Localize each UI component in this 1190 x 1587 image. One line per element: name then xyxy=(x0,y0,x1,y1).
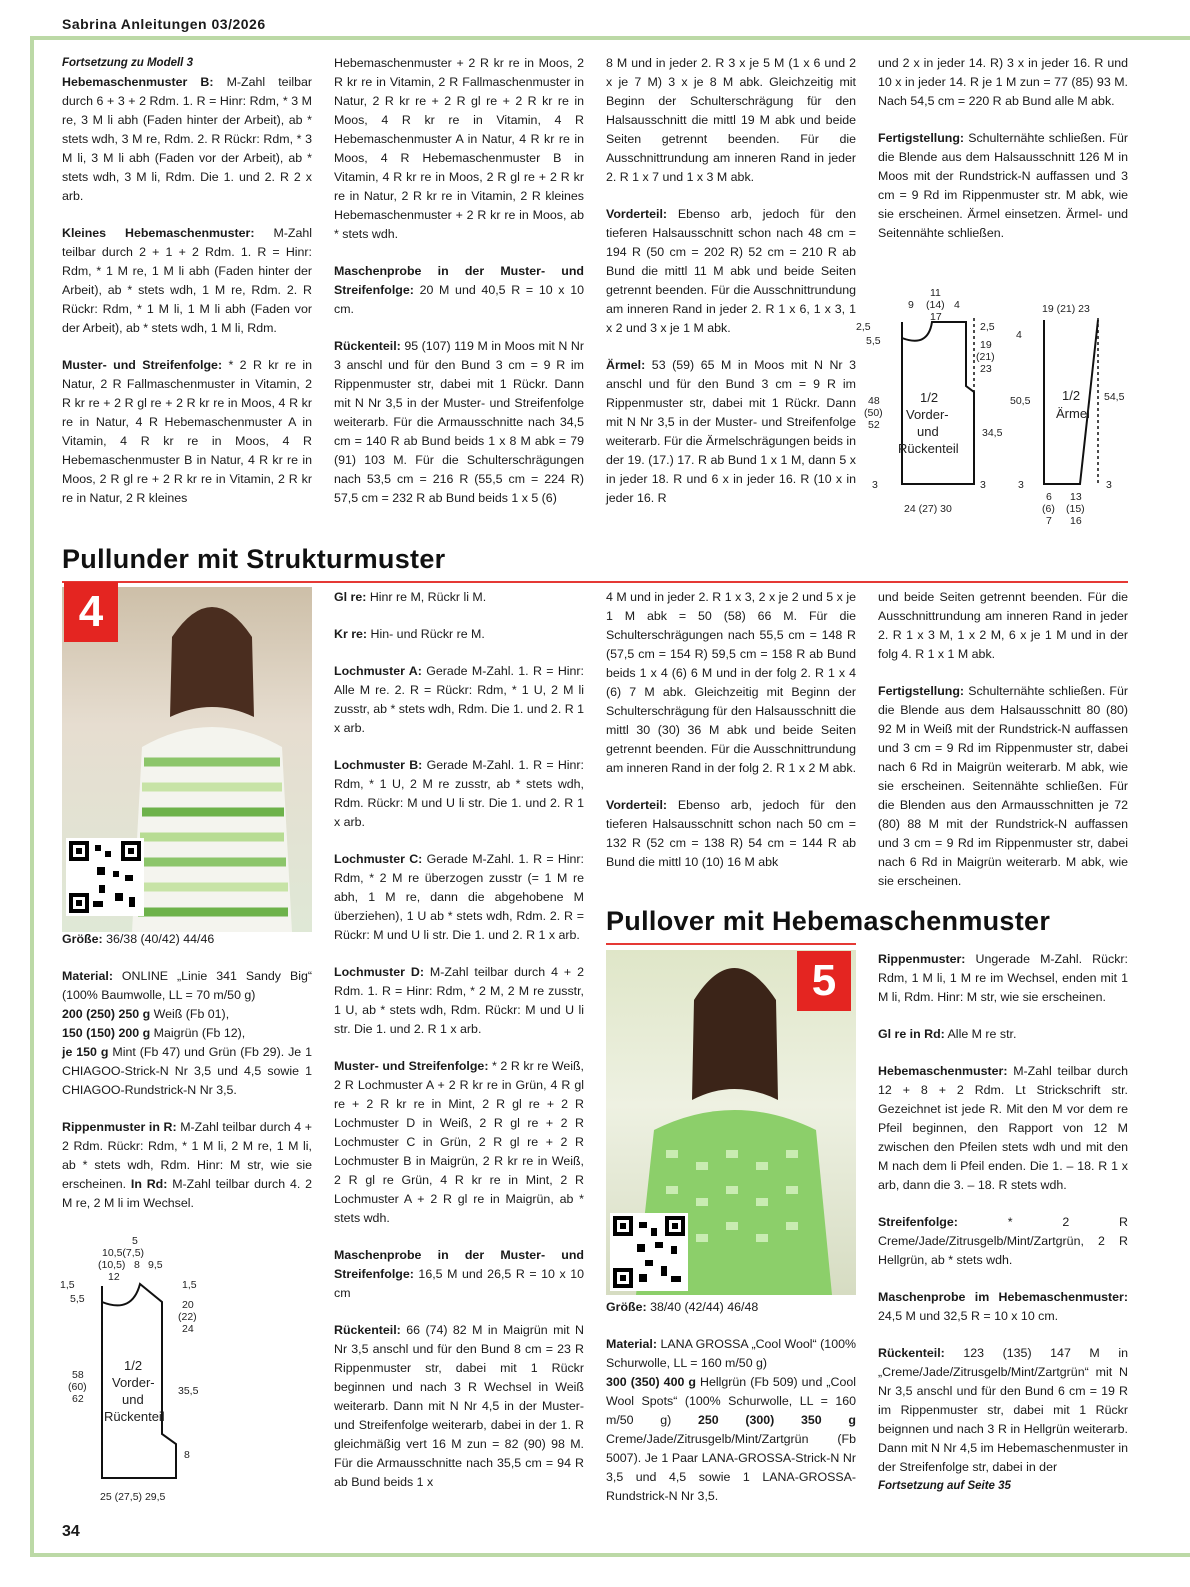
heading: Fertigstellung: xyxy=(878,684,965,698)
dim-label: 19 (21) 23 xyxy=(1042,303,1090,315)
dim-label: 50,5 xyxy=(1010,395,1031,407)
top-column-1 xyxy=(62,54,312,526)
paragraph: ONLINE „Linie 341 Sandy Big“ (100% Baumwolle, LL = 70 m/50 g) xyxy=(62,969,312,1002)
piece-label: Vorder- xyxy=(906,407,949,422)
dim-label: 25 (27,5) 29,5 xyxy=(100,1491,166,1503)
dim-label: 19 xyxy=(980,339,992,351)
heading: Rückenteil: xyxy=(334,1323,401,1337)
paragraph: 123 (135) 147 M in „Creme/Jade/Zitrusgelb/Mint/Zartgrün“ mit N Nr 3,5 anschl und für den Bund 6 cm = 19 R im Rippenmuster str, dabei mit 1 Rückr beignnen und nach 3 R in Hellgrün weiterarb. Dann mit N Nr 4,5 im Hebemaschenmuster in der Streifenfolge str, dabei in der xyxy=(878,1346,1128,1474)
dim-label: 35,5 xyxy=(178,1385,199,1397)
dim-label: (21) xyxy=(976,351,995,363)
paragraph: M-Zahl teilbar durch 4 + 2 Rdm. Rückr: Rdm, * 1 M li, 2 M re, 1 M li, ab * stets wdh, Rdm. Hinr: M str, wie sie erscheinen. xyxy=(62,1120,313,1191)
dim-label: 3 xyxy=(980,479,986,491)
heading: Muster- und Streifenfolge: xyxy=(334,1059,489,1073)
dim-label: 11 xyxy=(930,287,941,299)
amount: 150 (150) 200 g xyxy=(62,1026,151,1040)
dim-label: 3 xyxy=(872,479,878,491)
dim-label: 12 xyxy=(108,1271,120,1283)
heading: Hebemaschenmuster: xyxy=(878,1064,1008,1078)
heading: Kr re: xyxy=(334,627,368,641)
heading: Vorderteil: xyxy=(606,798,668,812)
paragraph: Creme/Jade/Zitrusgelb/Mint/Zartgrün (Fb 5007). Je 1 Paar LANA-GROSSA-Strick-N Nr 3,5 und 4,5 sowie 1 LANA-GROSSA-Rundstrick-N Nr 3,5. xyxy=(606,1432,856,1503)
heading: Rückenteil: xyxy=(878,1346,945,1360)
paragraph: 66 (74) 82 M in Maigrün mit N Nr 3,5 anschl und für den Bund 8 cm = 23 R Rippenmuster str, dabei mit 1 Rückr beginnen und nach 3 R Wechsel in Weiß weiterarb. Dann mit N Nr 4,5 in der Muster- und Streifenfolge weiterarb, dabei in der 1. R gleichmäßig vert 16 M zun = 82 (90) 98 M. Für die Armausschnitte nach 35,5 cm = 94 R ab Bund beids 1 x xyxy=(334,1323,584,1489)
piece-label: 1/2 xyxy=(1062,388,1081,403)
heading: Gl re in Rd: xyxy=(878,1027,945,1041)
heading: Fertigstellung: xyxy=(878,131,965,145)
piece-label: und xyxy=(917,424,939,439)
dim-label: 4 xyxy=(954,299,960,311)
piece-label: 1/2 xyxy=(124,1358,143,1373)
paragraph: Hebemaschenmuster + 2 R kr re in Moos, 2 R kr re in Vitamin, 2 R Fallmaschenmuster in Natur, 2 R kr re + 2 R gl re + 2 R kr re in Moos, 4 R kr re in Vitamin, 4 R Hebemaschenmuster A in Natur, 4 R kr re in Moos, 4 R Hebemaschenmuster B in Vitamin, 4 R kr re in Moos, 2 R gl re + 2 R kr re in Natur, 2 R kr re in Vitamin, 2 R kleines Hebemaschenmuster + 2 R kr re in Moos, ab * stets wdh. xyxy=(334,56,584,241)
dim-label: 9 xyxy=(908,299,914,311)
heading: Rippenmuster in R: xyxy=(62,1120,177,1134)
paragraph: * 2 R Creme/Jade/Zitrusgelb/Mint/Zartgrün, 2 R Hellgrün, ab * stets wdh. xyxy=(878,1215,1128,1267)
qr-pattern xyxy=(613,1216,685,1288)
heading: Lochmuster A: xyxy=(334,664,422,678)
paragraph: 53 (59) 65 M in Moos mit N Nr 3 anschl und für den Bund 3 cm = 9 R im Rippenmuster str, dabei mit 1 Rückr. Dann mit N Nr 3,5 in der Muster- und Streifenfolge weiterarb. Für die Ärmelschrägungen beids in der 19. (17.) 17. R ab Bund 1 x 1 M, dann 5 x in jeder 18. R und 6 x in jeder 16. R (10 x in jeder 16. R xyxy=(606,358,857,505)
paragraph: Ebenso arb, jedoch für den tieferen Halsausschnitt schon nach 48 cm = 194 R (50 cm = 202 R) 52 cm = 210 R ab Bund die mittl 11 M abk und beide Seiten getrennt beenden. Für die Ausschnittrundung am inneren Rand in jeder 2. R 1 x 6, 1 x 3, 1 x 2 und 3 x je 1 M abk. xyxy=(606,207,856,335)
paragraph: 16,5 M und 26,5 R = 10 x 10 cm xyxy=(334,1267,584,1300)
amount: 300 (350) 400 g xyxy=(606,1375,696,1389)
heading: Kleines Hebemaschenmuster: xyxy=(62,226,255,240)
model4-title: Pullunder mit Strukturmuster xyxy=(62,544,446,574)
size-value: 38/40 (42/44) 46/48 xyxy=(650,1300,759,1314)
paragraph: Alle M re str. xyxy=(947,1027,1017,1041)
paragraph: 8 M und in jeder 2. R 3 x je 5 M (1 x 6 und 2 x je 7 M) 3 x je 8 M abk. Gleichzeitig mit Beginn der Schulterschrägung für den Halsausschnitt die mittl 19 M abk und beide Seiten getrennt beenden. Für die Ausschnittrundung am inneren Rand in jeder 2. R 1 x 7 und 1 x 3 M abk. xyxy=(606,56,856,184)
paragraph: und beide Seiten getrennt beenden. Für die Ausschnittrundung am inneren Rand in jeder 2. R 1 x 3 M, 1 x 2 M, 6 x je 1 M und in der folg 4. R 1 x 1 M abk. xyxy=(878,590,1128,661)
model4-column-3 xyxy=(606,588,856,890)
size-value: 36/38 (40/42) 44/46 xyxy=(106,932,215,946)
paragraph: Ungerade M-Zahl. Rückr: Rdm, 1 M li, 1 M re im Wechsel, enden mit 1 M li, Rdm. Hinr: M str, wie sie erscheinen. xyxy=(878,952,1128,1004)
dim-label: 48 xyxy=(868,395,880,407)
piece-label: 1/2 xyxy=(920,390,939,405)
paragraph: 95 (107) 119 M in Moos mit N Nr 3 anschl und für den Bund 3 cm = 9 R im Rippenmuster str, dabei mit 1 Rückr. Dann mit N Nr 3,5 in der Muster- und Streifenfolge weiterarb. Für die Armausschnitte nach 34,5 cm = 140 R ab Bund beids 1 x 8 M abk = 79 (91) 103 M. Für die Schulterschrägungen nach 53,5 cm = 216 R (55,5 cm = 224 R) 57,5 cm = 232 R ab Bund beids 1 x 5 (6) xyxy=(334,339,584,505)
heading: Maschenprobe im Hebemaschenmuster: xyxy=(878,1290,1128,1304)
dim-label: 6 xyxy=(1046,491,1052,503)
dim-label: (60) xyxy=(68,1381,87,1393)
model4-column-4 xyxy=(878,588,1128,909)
paragraph: Maigrün (Fb 12), xyxy=(153,1026,246,1040)
dim-label: 5,5 xyxy=(866,335,881,347)
amount: je 150 g xyxy=(62,1045,109,1059)
dim-label: (22) xyxy=(178,1311,197,1323)
dim-label: 3 xyxy=(1106,479,1112,491)
dim-label: 23 xyxy=(980,363,992,375)
paragraph: * 2 R kr re in Natur, 2 R Fallmaschenmuster in Vitamin, 2 R kr re + 2 R gl re + 2 R kr re in Moos, 4 R kr re in Natur, 4 R Hebemaschenmuster A in Vitamin, 4 R kr re in Moos, 4 R Hebemaschenmuster B in Natur, 4 R kr re in Moos, 2 R gl re + 2 R kr re in Vitamin, 2 R kr re in Natur, 2 R kleines xyxy=(62,358,313,505)
heading: Material: xyxy=(62,969,113,983)
dim-label: 17 xyxy=(930,311,942,323)
page-number: 34 xyxy=(62,1523,80,1540)
divider-line xyxy=(606,943,856,945)
heading: Größe: xyxy=(62,932,103,946)
heading: In Rd: xyxy=(130,1177,168,1191)
paragraph: M-Zahl teilbar durch 4 + 2 Rdm. 1. R = Hinr: Rdm, * 2 M, 2 M re zusstr, 1 U, ab * stets wdh, Rdm. Rückr: M und U li str. Die 1. und 2. R 1 x arb. xyxy=(334,965,585,1036)
dim-label: 1,5 xyxy=(60,1279,75,1291)
dim-label: 24 (27) 30 xyxy=(904,503,952,515)
qr-code-icon xyxy=(610,1213,688,1291)
paragraph: M-Zahl teilbar durch 4. 2 M re, 2 M li im Wechsel. xyxy=(62,1177,312,1210)
heading: Rippenmuster: xyxy=(878,952,966,966)
piece-label: und xyxy=(122,1392,144,1407)
paragraph: Hellgrün (Fb 509) und „Cool Wool Spots“ (100% Schurwolle, LL = 160 m/50 g) xyxy=(606,1375,856,1427)
dim-label: 2,5 xyxy=(980,321,995,333)
heading: Material: xyxy=(606,1337,657,1351)
dim-label: 1,5 xyxy=(182,1279,197,1291)
paragraph: Weiß (Fb 01), xyxy=(153,1007,230,1021)
paragraph: Ebenso arb, jedoch für den tieferen Halsausschnitt schon nach 50 cm = 132 R (52 cm = 138 R) 54 cm = 144 R ab Bund die mittl 10 (10) 16 M abk xyxy=(606,798,856,869)
dim-label: 8 xyxy=(184,1449,190,1461)
dim-label: (10,5) xyxy=(98,1259,126,1271)
dim-label: 2,5 xyxy=(856,321,871,333)
heading: Rückenteil: xyxy=(334,339,401,353)
heading: Lochmuster C: xyxy=(334,852,423,866)
paragraph: 20 M und 40,5 R = 10 x 10 cm. xyxy=(334,283,584,316)
continuation-link[interactable]: Fortsetzung auf Seite 35 xyxy=(878,1480,1011,1492)
paragraph: Mint (Fb 47) und Grün (Fb 29). Je 1 CHIAGOO-Strick-N Nr 3,5 und 4,5 sowie 1 CHIAGOO-Rundstrick-N Nr 3,5. xyxy=(62,1045,312,1097)
piece-label: Vorder- xyxy=(112,1375,155,1390)
dim-label: 34,5 xyxy=(982,427,1003,439)
paragraph: Schulternähte schließen. Für die Blende aus dem Halsausschnitt 126 M in Moos mit der Rundstrick-N auffassen und 3 cm = 9 Rd im Rippenmuster str. M abk, wie sie erscheinen. Ärmel einsetzen. Ärmel- und Seitennähte schließen. xyxy=(878,131,1128,240)
dim-label: 16 xyxy=(1070,515,1082,527)
paragraph: Hin- und Rückr re M. xyxy=(370,627,485,641)
piece-label: Rückenteil xyxy=(104,1409,165,1424)
dim-label: 5 xyxy=(132,1235,138,1247)
paragraph: 24,5 M und 32,5 R = 10 x 10 cm. xyxy=(878,1309,1059,1323)
model-badge: 4 xyxy=(64,582,118,642)
model4-column-1 xyxy=(62,930,312,1231)
dim-label: 10,5(7,5) xyxy=(102,1247,145,1259)
paragraph: Gerade M-Zahl. 1. R = Hinr: Rdm, * 2 M re überzogen zusstr (= 1 M re abh, 1 M re, dann die abgehobene M überziehen), 1 U ab * stets wdh, Rdm. 2. R = Rückr: M und U li str. Die 1. und 2. R 1 x arb. xyxy=(334,852,584,942)
heading: Ärmel: xyxy=(606,358,646,372)
dim-label: 8 xyxy=(134,1259,140,1271)
model5-column-3 xyxy=(606,1298,856,1524)
paragraph: Schulternähte schließen. Für die Blende aus dem Halsausschnitt 80 (80) 92 M in Weiß mit der Rundstrick-N auffassen und 3 cm = 9 Rd im Rippenmuster str, dabei nach 6 Rd in Maigrün weiterarb. M abk, wie sie erscheinen. Seitennähte schließen. Für die Blenden aus den Armausschnitten je 72 (80) 88 M mit der Rundstrick-N auffassen und 3 cm = 9 Rd im Rippenmuster str, dabei nach 6 Rd in Maigrün weiterarb. M abk, wie sie erscheinen. xyxy=(878,684,1128,888)
paragraph: M-Zahl teilbar durch 12 + 8 + 2 Rdm. Lt Strickschrift str. Gezeichnet ist jede R. Mit den M vor dem re Pfeil beginnen, den Rapport von 12 M zwischen den Pfeilen stets wdh und mit den M nach dem li Pfeil enden. Die 1. – 18. R 1 x arb, dann die 3. – 18. R stets wdh. xyxy=(878,1064,1128,1192)
dim-label: (6) xyxy=(1042,503,1055,515)
dim-label: 13 xyxy=(1070,491,1082,503)
top-column-2 xyxy=(334,54,584,526)
dim-label: 7 xyxy=(1046,515,1052,527)
dim-label: 20 xyxy=(182,1299,194,1311)
paragraph: M-Zahl teilbar durch 6 + 3 + 2 Rdm. 1. R = Hinr: Rdm, * 3 M re, 3 M li abh (Faden hinter der Arbeit), ab * stets wdh, 3 M re, Rdm. 2. R Rückr: Rdm, * 3 M li, 3 M li abh (Faden vor der Arbeit), ab * stets wdh, 3 M li, Rdm. Die 1. und 2. R 2 x arb. xyxy=(62,75,312,203)
heading: Hebemaschenmuster B: xyxy=(62,75,214,89)
dim-label: 62 xyxy=(72,1393,84,1405)
divider-line xyxy=(62,581,1128,583)
heading: Gl re: xyxy=(334,590,367,604)
heading: Streifenfolge: xyxy=(878,1215,958,1229)
heading: Muster- und Streifenfolge: xyxy=(62,358,223,372)
schematic-model4 xyxy=(58,1235,318,1516)
heading: Maschenprobe in der Muster- und Streifenfolge: xyxy=(334,1248,584,1281)
dim-label: 3 xyxy=(1018,479,1024,491)
model4-column-2 xyxy=(334,588,584,1510)
continued-note: Fortsetzung zu Modell 3 xyxy=(62,57,193,69)
qr-code-icon xyxy=(66,838,144,916)
paragraph: und 2 x in jeder 14. R) 3 x in jeder 16. R und 10 x in jeder 14. R je 1 M zun = 77 (85) 93 M. Nach 54,5 cm = 220 R ab Bund alle M abk. xyxy=(878,56,1128,108)
dim-label: (50) xyxy=(864,407,883,419)
dim-label: 5,5 xyxy=(70,1293,85,1305)
model5-title: Pullover mit Hebemaschenmuster xyxy=(606,906,1051,936)
dim-label: 4 xyxy=(1016,329,1022,341)
top-column-4 xyxy=(878,54,1128,261)
dim-label: (14) xyxy=(926,299,945,311)
amount: 200 (250) 250 g xyxy=(62,1007,151,1021)
dim-label: 24 xyxy=(182,1323,194,1335)
paragraph: Hinr re M, Rückr li M. xyxy=(369,590,487,604)
paragraph: Gerade M-Zahl. 1. R = Hinr: Rdm, * 1 U, 2 M re zusstr, ab * stets wdh, Rdm. Rückr: M und U li str. Die 1. und 2. R 1 x arb. xyxy=(334,758,584,829)
qr-pattern xyxy=(69,841,141,913)
heading: Maschenprobe in der Muster- und Streifenfolge: xyxy=(334,264,584,297)
heading: Größe: xyxy=(606,1300,647,1314)
dim-label: 52 xyxy=(868,419,880,431)
paragraph: LANA GROSSA „Cool Wool“ (100% Schurwolle, LL = 160 m/50 g) xyxy=(606,1337,856,1370)
heading: Lochmuster B: xyxy=(334,758,423,772)
paragraph: M-Zahl teilbar durch 2 + 1 + 2 Rdm. 1. R = Hinr: Rdm, * 1 M re, 1 M li abh (Faden hinter der Arbeit), ab * stets wdh, 1 M re, Rdm. 2. R Rückr: Rdm, * 1 M li, 1 M li abh (Faden vor der Arbeit), ab * stets wdh, 1 M li, Rdm. xyxy=(62,226,312,335)
top-column-3 xyxy=(606,54,856,526)
model-badge: 5 xyxy=(797,951,851,1011)
amount: 250 (300) 350 g xyxy=(698,1413,856,1427)
dim-label: (15) xyxy=(1066,503,1085,515)
piece-label: Ärmel xyxy=(1056,406,1090,421)
model5-column-4 xyxy=(878,950,1128,1496)
heading: Lochmuster D: xyxy=(334,965,424,979)
paragraph: 4 M und in jeder 2. R 1 x 3, 2 x je 2 und 5 x je 1 M abk = 50 (58) 66 M. Für die Schulterschrägungen nach 55,5 cm = 148 R (57,5 cm = 154 R) 59,5 cm = 158 R ab Bund beids 1 x 4 (6) 6 M und in der folg 2. R 1 x 4 (6) 7 M abk. Gleichzeitig mit Beginn der Schulterschrägung für den Halsausschnitt die mittl 30 (30) 36 M abk und beide Seiten getrennt beenden. Für die Ausschnittrundung am inneren Rand in der folg 2. R 1 x 2 M abk. xyxy=(606,590,857,775)
dim-label: 58 xyxy=(72,1369,84,1381)
dim-label: 54,5 xyxy=(1104,391,1125,403)
running-head: Sabrina Anleitungen 03/2026 xyxy=(62,16,266,32)
dim-label: 9,5 xyxy=(148,1259,163,1271)
piece-label: Rückenteil xyxy=(898,441,959,456)
paragraph: * 2 R kr re Weiß, 2 R Lochmuster A + 2 R kr re in Grün, 4 R gl re + 2 R kr re in Mint, 2 R gl re + 2 R Lochmuster D in Weiß, 2 R gl re + 2 R Lochmuster C in Grün, 2 R gl re + 2 R Lochmuster B in Maigrün, 2 R kr re in Weiß, 2 R gl re Grün, 4 R kr re in Mint, 2 R Lochmuster A + 2 R gl re in Maigrün, ab * stets wdh. xyxy=(334,1059,584,1225)
paragraph: Gerade M-Zahl. 1. R = Hinr: Alle M re. 2. R = Rückr: Rdm, * 1 U, 2 M li zusstr, ab * stets wdh, Rdm. Die 1. und 2. R 1 x arb. xyxy=(334,664,584,735)
heading: Vorderteil: xyxy=(606,207,668,221)
schematic-model3 xyxy=(856,287,1142,528)
